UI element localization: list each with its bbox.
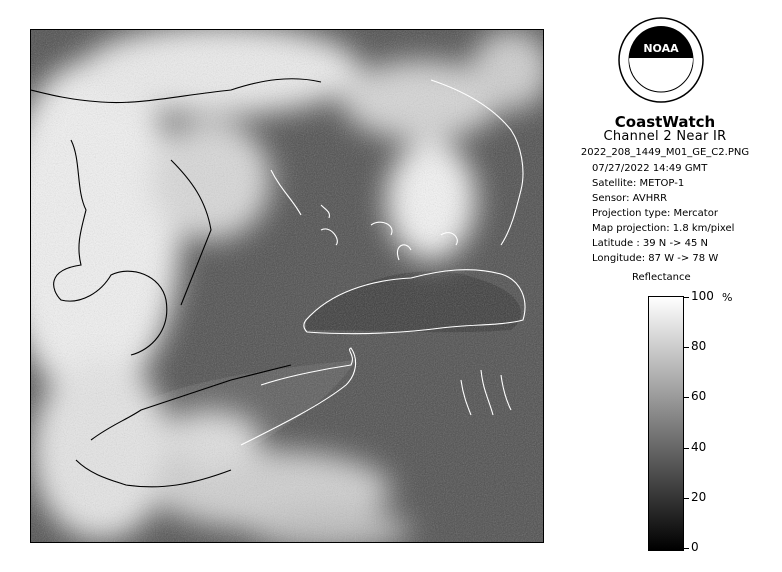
- satellite-map-svg: [31, 30, 543, 542]
- colorbar-tick: [683, 448, 689, 449]
- colorbar-unit: %: [722, 291, 733, 304]
- image-texture: [31, 30, 543, 542]
- colorbar-tick: [683, 498, 689, 499]
- colorbar-tick: [683, 347, 689, 348]
- longitude-range-label: Longitude: 87 W -> 78 W: [592, 253, 719, 264]
- projection-type-label: Projection type: Mercator: [592, 208, 718, 219]
- noaa-logo-text: NOAA: [643, 42, 679, 55]
- colorbar-tick-label: 20: [691, 490, 707, 504]
- image-filename: 2022_208_1449_M01_GE_C2.PNG: [580, 147, 750, 158]
- latitude-range-label: Latitude : 39 N -> 45 N: [592, 238, 708, 249]
- colorbar-tick-label: 80: [691, 339, 707, 353]
- sensor-label: Sensor: AVHRR: [592, 193, 668, 204]
- satellite-image: [30, 29, 544, 543]
- colorbar-tick-label: 60: [691, 389, 707, 403]
- satellite-label: Satellite: METOP-1: [592, 178, 685, 189]
- colorbar-title: Reflectance: [632, 272, 691, 283]
- colorbar-tick-label: 100: [691, 289, 714, 303]
- map-projection-label: Map projection: 1.8 km/pixel: [592, 223, 735, 234]
- colorbar-tick-label: 0: [691, 540, 699, 554]
- colorbar-tick-label: 40: [691, 440, 707, 454]
- reflectance-colorbar: [648, 296, 684, 551]
- acquisition-datetime: 07/27/2022 14:49 GMT: [592, 163, 708, 174]
- noaa-logo: [618, 17, 704, 103]
- app-title: CoastWatch: [614, 113, 716, 131]
- colorbar-tick: [683, 548, 689, 549]
- colorbar-tick: [683, 397, 689, 398]
- channel-subtitle: Channel 2 Near IR: [603, 129, 727, 144]
- colorbar-tick: [683, 297, 689, 298]
